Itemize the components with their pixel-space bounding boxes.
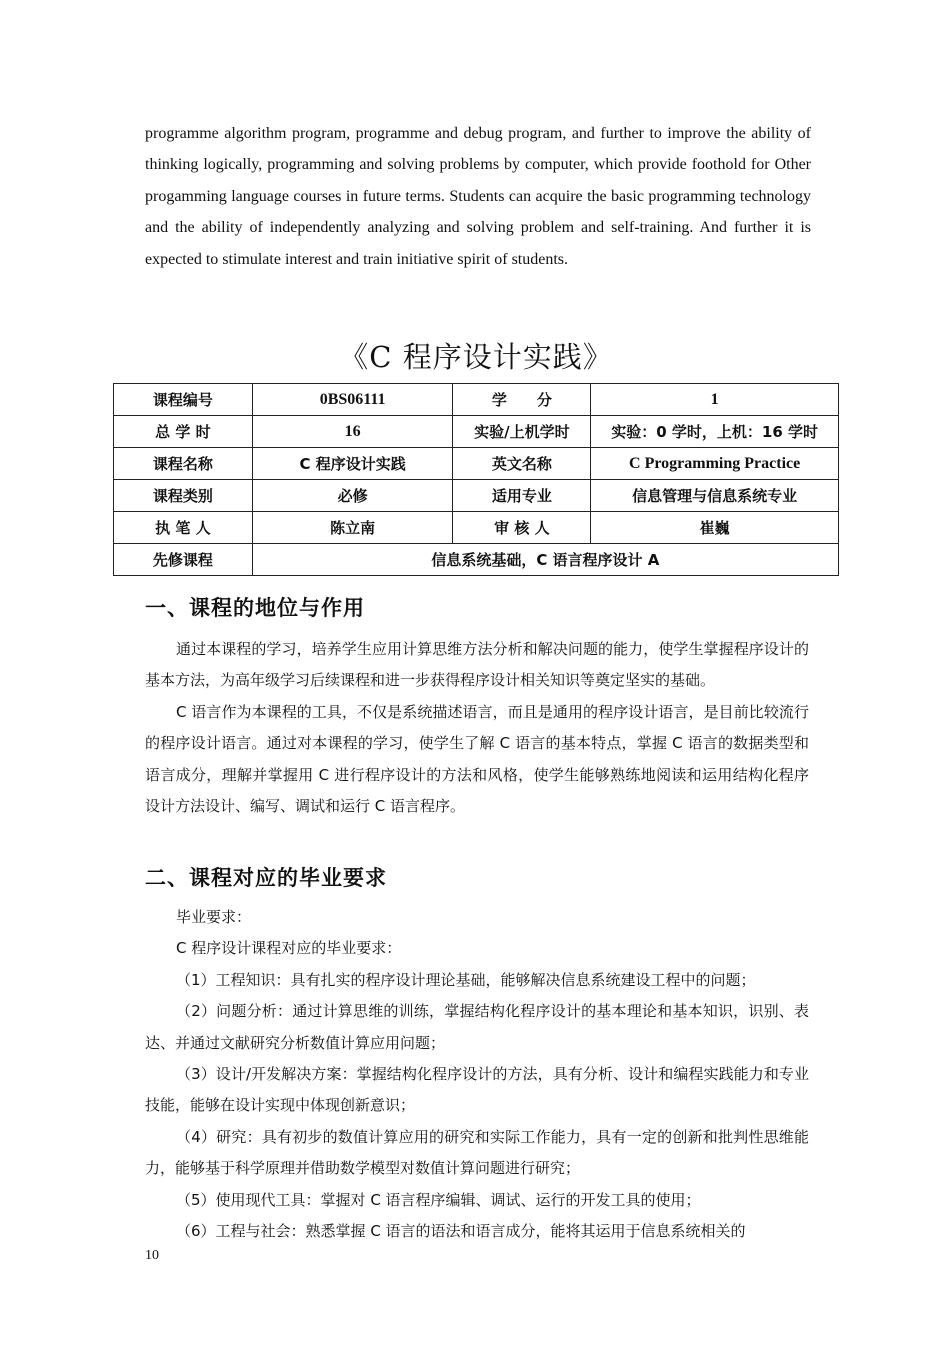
intro-paragraph-block (145, 118, 811, 275)
requirement-item: （6）工程与社会：熟悉掌握 C 语言的语法和语言成分，能将其运用于信息系统相关的 (176, 1222, 746, 1241)
section-role-body (145, 634, 809, 822)
credit-label: 学 分 (453, 384, 591, 416)
course-code-label: 课程编号 (114, 384, 253, 416)
author-label: 执 笔 人 (114, 512, 253, 544)
table-row (114, 416, 839, 448)
body-paragraph: 通过本课程的学习，培养学生应用计算思维方法分析和解决问题的能力，使学生掌握程序设计的基本方法，为高年级学习后续课程和进一步获得程序设计相关知识等奠定坚实的基础。 (145, 640, 809, 690)
prerequisite-value: 信息系统基础，C 语言程序设计 A (252, 544, 838, 576)
total-hours-label: 总 学 时 (114, 416, 253, 448)
body-paragraph: C 语言作为本课程的工具，不仅是系统描述语言，而且是通用的程序设计语言，是目前比较流行的程序设计语言。通过对本课程的学习，使学生了解 C 语言的基本特点，掌握 C 语言的数据类型和语言成分，理解并掌握用 C 进行程序设计的方法和风格，使学生能够熟练地阅读和运用结构化程序设计方法设计、编写、调试和运行 C 语言程序。 (145, 702, 809, 816)
course-code-value: 0BS06111 (252, 384, 453, 416)
table-row (114, 544, 839, 576)
credit-value: 1 (591, 384, 839, 416)
course-name-value: C 程序设计实践 (252, 448, 453, 480)
total-hours-value: 16 (252, 416, 453, 448)
requirement-item: （2）问题分析：通过计算思维的训练，掌握结构化程序设计的基本理论和基本知识，识别、表达、并通过文献研究分析数值计算应用问题； (145, 1002, 809, 1052)
english-name-value: C Programming Practice (591, 448, 839, 480)
major-label: 适用专业 (453, 480, 591, 512)
table-row (114, 512, 839, 544)
body-paragraph: 毕业要求： (176, 908, 252, 926)
section-heading-requirements: 二、课程对应的毕业要求 (145, 866, 387, 890)
course-type-label: 课程类别 (114, 480, 253, 512)
prerequisite-label: 先修课程 (114, 544, 253, 576)
table-row (114, 480, 839, 512)
course-type-value: 必修 (252, 480, 453, 512)
reviewer-value: 崔巍 (591, 512, 839, 544)
requirement-item: （4）研究：具有初步的数值计算应用的研究和实际工作能力，具有一定的创新和批判性思维能力，能够基于科学原理并借助数学模型对数值计算问题进行研究； (145, 1127, 809, 1178)
lab-hours-value: 实验：0 学时，上机：16 学时 (591, 416, 839, 448)
body-paragraph: C 程序设计课程对应的毕业要求： (176, 939, 402, 958)
table-row (114, 384, 839, 416)
english-name-label: 英文名称 (453, 448, 591, 480)
requirement-item: （3）设计/开发解决方案：掌握结构化程序设计的方法，具有分析、设计和编程实践能力和专业技能，能够在设计实现中体现创新意识； (145, 1065, 809, 1115)
course-title: 《C 程序设计实践》 (339, 340, 613, 374)
reviewer-label: 审 核 人 (453, 512, 591, 544)
section-requirements-body (145, 902, 809, 1247)
course-name-label: 课程名称 (114, 448, 253, 480)
author-value: 陈立南 (252, 512, 453, 544)
table-row (114, 448, 839, 480)
lab-hours-label: 实验/上机学时 (453, 416, 591, 448)
requirement-item: （1）工程知识：具有扎实的程序设计理论基础，能够解决信息系统建设工程中的问题； (176, 970, 756, 989)
requirement-item: （5）使用现代工具：掌握对 C 语言程序编辑、调试、运行的开发工具的使用； (176, 1190, 701, 1209)
section-heading-role: 一、课程的地位与作用 (145, 596, 365, 620)
page-number: 10 (145, 1248, 159, 1263)
intro-paragraph: programme algorithm program, programme and debug program, and further to improve the ability of thinking logically, programming and solving problems by computer, which provide foothold for Other progamming language courses in future terms. Students can acquire the basic programming technology and the ability of independently analyzing and solving problem and self-training. And further it is expected to stimulate interest and train initiative spirit of students. (145, 125, 811, 268)
course-info-table (113, 383, 839, 576)
major-value: 信息管理与信息系统专业 (591, 480, 839, 512)
